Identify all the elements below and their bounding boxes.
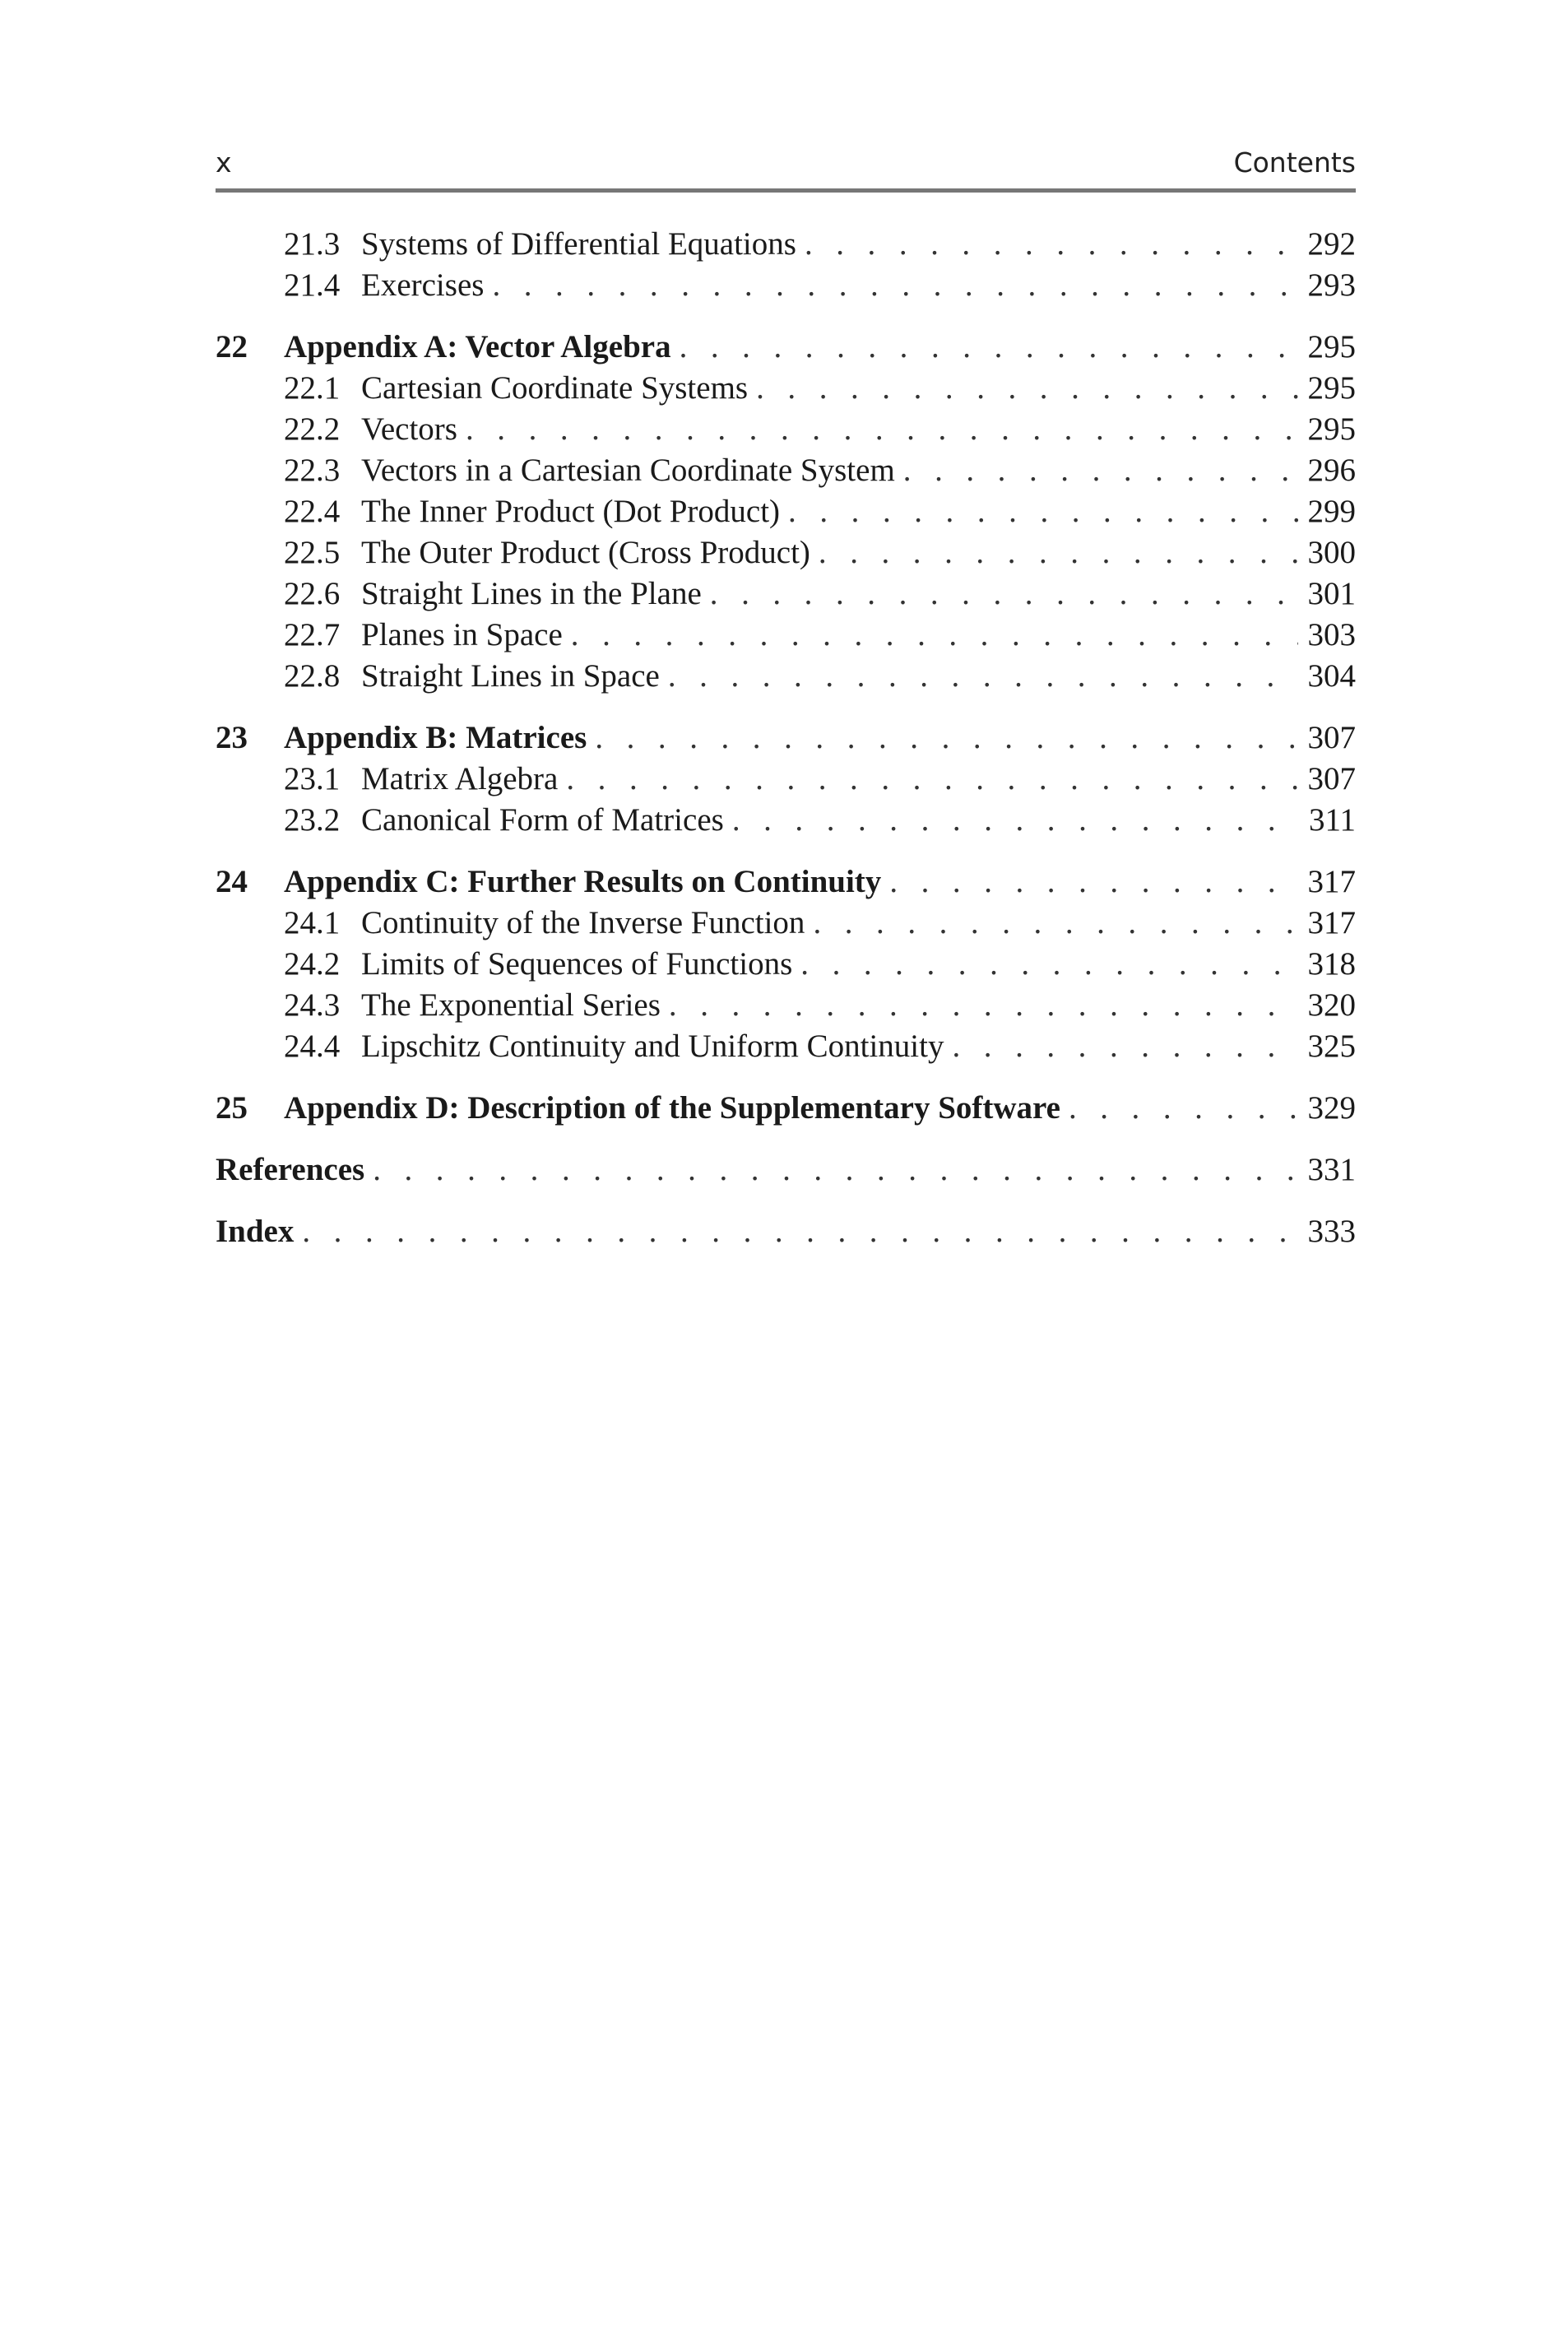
running-head-title: Contents — [1233, 146, 1356, 179]
dot-leader — [1069, 1088, 1298, 1129]
dot-leader — [889, 861, 1298, 903]
toc-entry-page: 295 — [1307, 329, 1356, 365]
dot-leader — [680, 327, 1298, 368]
toc-references-entry[interactable] — [216, 1149, 1356, 1191]
dot-leader — [571, 615, 1298, 656]
toc-chapter-title: Appendix D: Description of the Supplementary Software — [284, 1090, 1060, 1126]
toc-entry-title: Exercises — [361, 267, 485, 303]
toc-entry-title: Canonical Form of Matrices — [361, 802, 724, 838]
toc-chapter-title: Appendix C: Further Results on Continuity — [284, 864, 882, 899]
toc-entry-title: Cartesian Coordinate Systems — [361, 370, 749, 406]
toc-entry[interactable] — [216, 265, 1356, 306]
toc-entry-page: 333 — [1307, 1214, 1356, 1249]
toc-entry-title: Straight Lines in the Plane — [361, 576, 702, 611]
toc-entry-number: 22.6 — [284, 576, 341, 611]
toc-chapter-entry[interactable] — [216, 861, 1356, 903]
toc-chapter-entry[interactable] — [216, 1088, 1356, 1129]
toc-entry-page: 329 — [1307, 1090, 1356, 1126]
toc-chapter-entry[interactable] — [216, 717, 1356, 759]
toc-entry-number: 24.1 — [284, 905, 341, 940]
dot-leader — [819, 532, 1298, 573]
toc-entry-title: Lipschitz Continuity and Uniform Continuity — [361, 1029, 944, 1064]
toc-entry-page: 317 — [1307, 905, 1356, 940]
toc-entry-number: 22.5 — [284, 535, 341, 570]
toc-entry-page: 292 — [1307, 226, 1356, 262]
toc-chapter-title: Index — [216, 1214, 295, 1249]
toc-entry-number: 22.1 — [284, 370, 341, 406]
dot-leader — [492, 265, 1298, 306]
toc-entry-page: 295 — [1307, 370, 1356, 406]
toc-entry-title: Vectors in a Cartesian Coordinate System — [361, 453, 895, 488]
toc-entry-title: Vectors — [361, 411, 457, 447]
header-rule — [216, 188, 1356, 193]
dot-leader — [566, 759, 1298, 800]
toc-entry-page: 307 — [1307, 720, 1356, 755]
dot-leader — [466, 409, 1298, 450]
toc-entry[interactable] — [216, 1026, 1356, 1067]
running-head — [216, 146, 1356, 188]
toc-entry-title: Straight Lines in Space — [361, 658, 660, 694]
toc-entry[interactable] — [216, 409, 1356, 450]
toc-entry-title: Limits of Sequences of Functions — [361, 946, 793, 982]
toc-entry[interactable] — [216, 532, 1356, 573]
toc-entry[interactable] — [216, 985, 1356, 1026]
toc-entry[interactable] — [216, 903, 1356, 944]
dot-leader — [302, 1211, 1298, 1252]
toc-entry-page: 303 — [1307, 617, 1356, 652]
toc-entry-number: 23.1 — [284, 761, 341, 796]
toc-entry-number: 21.4 — [284, 267, 341, 303]
toc-entry-number: 22.4 — [284, 494, 341, 529]
toc-entry-page: 320 — [1307, 987, 1356, 1023]
toc-chapter-number: 23 — [216, 720, 248, 755]
toc-entry-number: 21.3 — [284, 226, 341, 262]
toc-entry-page: 295 — [1307, 411, 1356, 447]
toc-index-entry[interactable] — [216, 1211, 1356, 1252]
toc-entry-page: 311 — [1308, 802, 1356, 838]
toc-entry-number: 23.2 — [284, 802, 341, 838]
dot-leader — [595, 717, 1298, 759]
toc-entry-title: The Inner Product (Dot Product) — [361, 494, 781, 529]
toc-chapter-title: Appendix B: Matrices — [284, 720, 587, 755]
toc-entry[interactable] — [216, 759, 1356, 800]
dot-leader — [373, 1149, 1298, 1191]
page-folio: x — [216, 146, 232, 179]
toc-entry[interactable] — [216, 224, 1356, 265]
toc-entry-number: 22.7 — [284, 617, 341, 652]
toc-entry-page: 317 — [1307, 864, 1356, 899]
dot-leader — [788, 491, 1298, 532]
toc-entry-number: 22.3 — [284, 453, 341, 488]
toc-entry[interactable] — [216, 800, 1356, 841]
toc-entry-title: Matrix Algebra — [361, 761, 559, 796]
dot-leader — [732, 800, 1298, 841]
toc-entry[interactable] — [216, 656, 1356, 697]
toc-entry-page: 304 — [1307, 658, 1356, 694]
dot-leader — [669, 985, 1298, 1026]
toc-entry[interactable] — [216, 368, 1356, 409]
toc-chapter-title: Appendix A: Vector Algebra — [284, 329, 671, 365]
dot-leader — [668, 656, 1298, 697]
toc-entry-title: Systems of Differential Equations — [361, 226, 796, 262]
toc-entry-title: Continuity of the Inverse Function — [361, 905, 805, 940]
toc-entry-page: 331 — [1307, 1152, 1356, 1187]
toc-entry-number: 24.2 — [284, 946, 341, 982]
dot-leader — [710, 573, 1298, 615]
dot-leader — [903, 450, 1298, 491]
toc-entry-page: 301 — [1307, 576, 1356, 611]
toc-entry-number: 24.3 — [284, 987, 341, 1023]
toc-entry-page: 307 — [1307, 761, 1356, 796]
toc-entry-page: 293 — [1307, 267, 1356, 303]
toc-chapter-number: 25 — [216, 1090, 248, 1126]
toc-entry-number: 24.4 — [284, 1029, 341, 1064]
toc-entry-page: 296 — [1307, 453, 1356, 488]
toc-chapter-number: 24 — [216, 864, 248, 899]
dot-leader — [813, 903, 1298, 944]
toc-entry[interactable] — [216, 450, 1356, 491]
toc-entry[interactable] — [216, 944, 1356, 985]
dot-leader — [952, 1026, 1298, 1067]
toc-chapter-title: References — [216, 1152, 365, 1187]
toc-entry-page: 318 — [1307, 946, 1356, 982]
dot-leader — [800, 944, 1298, 985]
dot-leader — [756, 368, 1298, 409]
dot-leader — [805, 224, 1298, 265]
toc-entry-page: 299 — [1307, 494, 1356, 529]
toc-entry[interactable] — [216, 615, 1356, 656]
toc-entry-title: Planes in Space — [361, 617, 563, 652]
toc-chapter-entry[interactable] — [216, 327, 1356, 368]
toc-entry-number: 22.8 — [284, 658, 341, 694]
toc-entry[interactable] — [216, 491, 1356, 532]
toc-entry-page: 300 — [1307, 535, 1356, 570]
toc-entry-number: 22.2 — [284, 411, 341, 447]
toc-entry[interactable] — [216, 573, 1356, 615]
toc-entry-title: The Outer Product (Cross Product) — [361, 535, 810, 570]
toc-entry-title: The Exponential Series — [361, 987, 661, 1023]
toc-chapter-number: 22 — [216, 329, 248, 365]
toc-entry-page: 325 — [1307, 1029, 1356, 1064]
